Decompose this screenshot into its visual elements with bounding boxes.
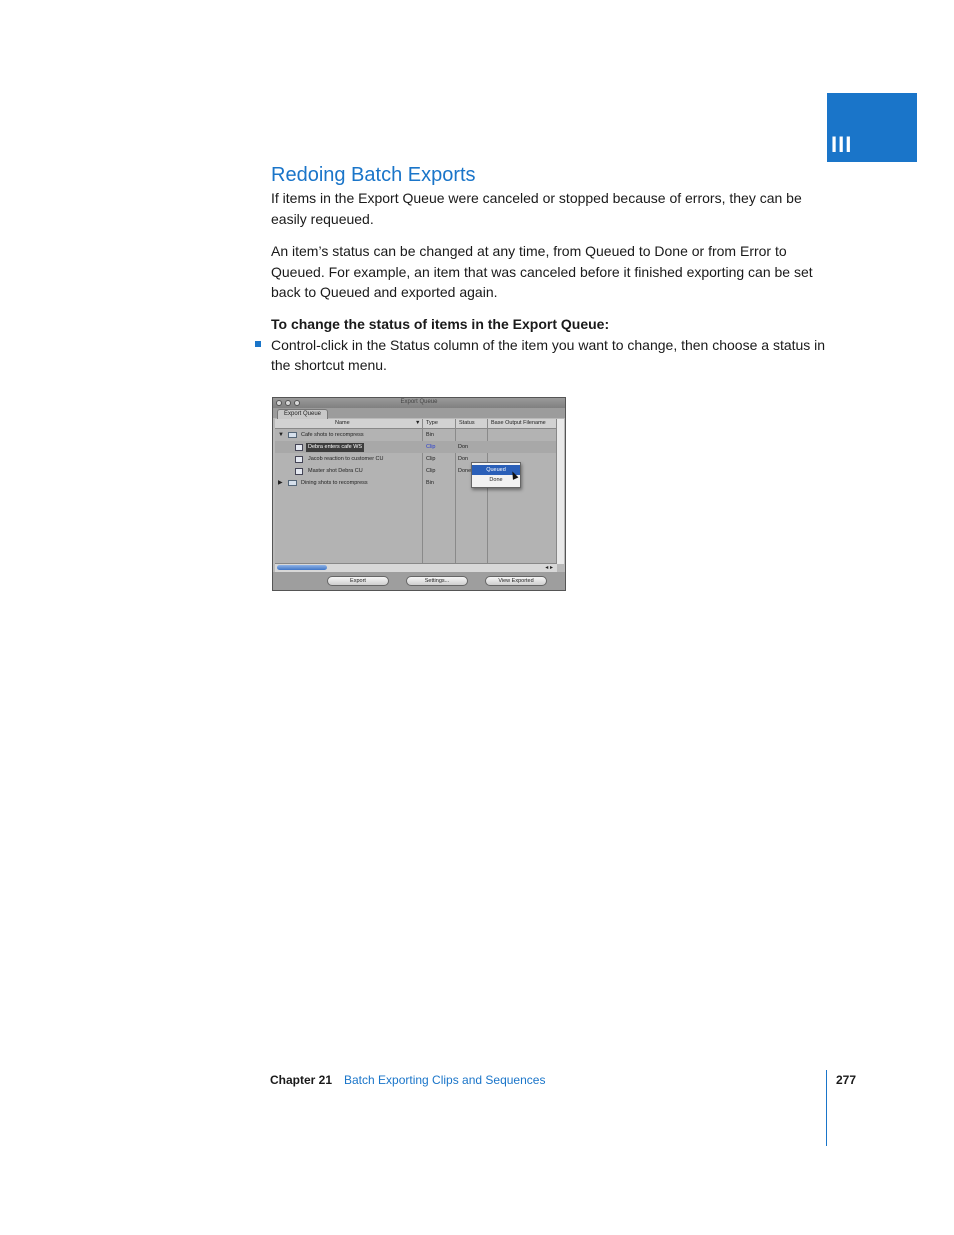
menu-item-done[interactable]: Done — [489, 477, 503, 483]
button-bar — [273, 572, 565, 590]
row-type: Bin — [426, 480, 434, 486]
column-status[interactable]: Status — [459, 420, 475, 426]
column-name[interactable]: Name — [335, 420, 350, 426]
row-name: Master shot Debra CU — [308, 468, 363, 474]
bullet-text: Control-click in the Status column of the item you want to change, then choose a status in the shortcut menu. — [271, 336, 826, 373]
scroll-arrows-icon[interactable]: ◂ ▸ — [545, 565, 553, 571]
row-status[interactable]: Done — [458, 468, 472, 474]
row-name: Dining shots to recompress — [301, 480, 368, 486]
column-base-output-filename[interactable]: Base Output Filename — [491, 420, 546, 426]
folder-icon — [288, 480, 297, 486]
clip-icon — [295, 456, 303, 463]
tab-export-queue[interactable]: Export Queue — [277, 409, 328, 419]
row-status[interactable]: Don — [458, 444, 469, 450]
bullet-item — [271, 335, 831, 376]
bullet-square-icon — [255, 341, 261, 347]
settings-button[interactable]: Settings... — [406, 576, 468, 586]
menu-item-queued[interactable]: Queued — [472, 465, 520, 475]
part-tab-label: III — [831, 132, 853, 157]
disclosure-triangle-icon[interactable]: ▼ — [278, 432, 284, 438]
row-type: Clip — [426, 456, 436, 462]
row-status[interactable]: Don — [458, 456, 469, 462]
paragraph-2: An item’s status can be changed at any time, from Queued to Done or from Error to Queued. For example, an item that was canceled before it finished exporting can be set back to Queued and exported again. — [271, 243, 813, 300]
footer-chapter: Chapter 21 — [270, 1073, 333, 1087]
window-title: Export Queue — [400, 399, 438, 405]
scroll-thumb[interactable] — [277, 565, 327, 570]
queue-list[interactable] — [275, 419, 557, 564]
paragraph-1: If items in the Export Queue were canceled or stopped because of errors, they can be easily requeued. — [271, 190, 802, 227]
footer-rule — [826, 1070, 827, 1146]
column-type[interactable]: Type — [426, 420, 438, 426]
export-button[interactable]: Export — [327, 576, 389, 586]
main-content — [271, 162, 831, 376]
clip-icon — [295, 468, 303, 475]
horizontal-scrollbar[interactable] — [275, 563, 557, 572]
row-type: Clip — [426, 444, 436, 450]
table-row[interactable] — [275, 441, 557, 453]
folder-icon — [288, 432, 297, 438]
sort-arrow-icon[interactable]: ▼ — [415, 420, 421, 426]
vertical-scrollbar[interactable] — [556, 419, 564, 564]
page-number: 277 — [836, 1073, 857, 1087]
clip-icon — [295, 444, 303, 451]
window-titlebar — [273, 398, 565, 408]
section-heading: Redoing Batch Exports — [271, 164, 476, 186]
row-type: Bin — [426, 432, 434, 438]
row-type: Clip — [426, 468, 436, 474]
disclosure-triangle-icon[interactable]: ▶ — [278, 480, 283, 486]
part-tab — [827, 93, 917, 162]
export-queue-screenshot — [272, 397, 566, 591]
row-name: Debra enters cafe WS — [308, 443, 363, 450]
list-header — [275, 419, 557, 429]
task-heading: To change the status of items in the Export Queue: — [271, 315, 610, 332]
row-name: Cafe shots to recompress — [301, 432, 364, 438]
table-row[interactable] — [275, 429, 557, 441]
view-exported-button[interactable]: View Exported — [485, 576, 547, 586]
tab-bar — [273, 408, 565, 418]
row-name: Jacob reaction to customer CU — [308, 456, 384, 462]
footer-chapter-title: Batch Exporting Clips and Sequences — [344, 1073, 546, 1087]
